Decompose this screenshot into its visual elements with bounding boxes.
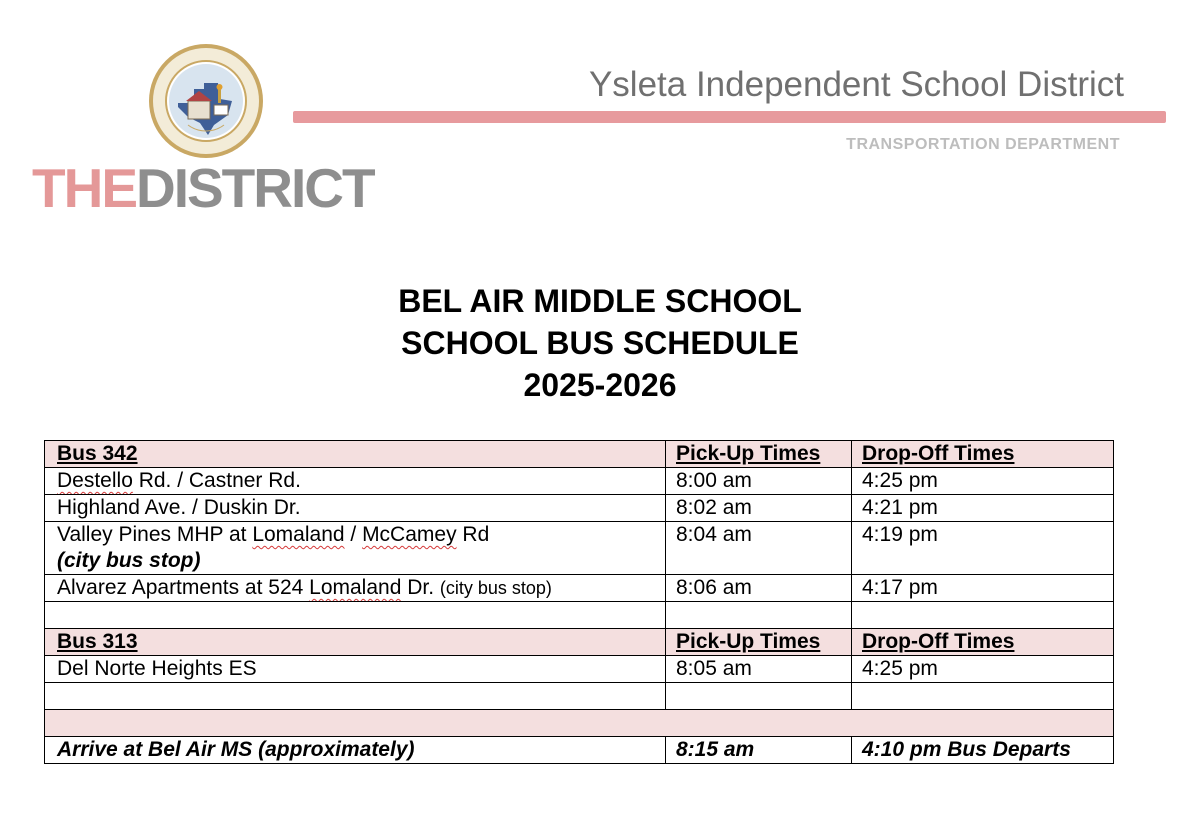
- dropoff-time: 4:25 pm: [852, 656, 1114, 683]
- pickup-header: Pick-Up Times: [666, 441, 852, 468]
- table-row: [45, 656, 1114, 683]
- stop-name: Highland Ave. / Duskin Dr.: [45, 495, 666, 522]
- dropoff-time: 4:25 pm: [852, 468, 1114, 495]
- pickup-time: 8:05 am: [666, 656, 852, 683]
- pickup-time: 8:06 am: [666, 575, 852, 602]
- dropoff-time: 4:19 pm: [852, 522, 1114, 575]
- pickup-time: 8:02 am: [666, 495, 852, 522]
- dropoff-header: Drop-Off Times: [852, 629, 1114, 656]
- table-header-row: [45, 441, 1114, 468]
- wordmark-district: DISTRICT: [136, 157, 374, 219]
- bus-label: Bus 313: [45, 629, 666, 656]
- district-name: Ysleta Independent School District: [588, 65, 1124, 104]
- dropoff-time: 4:17 pm: [852, 575, 1114, 602]
- bus-label: Bus 342: [45, 441, 666, 468]
- table-row: [45, 522, 1114, 575]
- stop-name: Destello Rd. / Castner Rd.: [45, 468, 666, 495]
- arrival-dropoff: 4:10 pm Bus Departs: [852, 737, 1114, 764]
- pickup-header: Pick-Up Times: [666, 629, 852, 656]
- arrival-row: [45, 737, 1114, 764]
- wordmark-the: THE: [32, 157, 136, 219]
- city-bus-stop-note: (city bus stop): [57, 549, 201, 572]
- arrival-label: Arrive at Bel Air MS (approximately): [45, 737, 666, 764]
- table-row: [45, 495, 1114, 522]
- title-line-year: 2025-2026: [523, 367, 677, 403]
- department-name: TRANSPORTATION DEPARTMENT: [846, 136, 1120, 153]
- title-line-schedule: SCHOOL BUS SCHEDULE: [401, 325, 799, 361]
- table-row: [45, 575, 1114, 602]
- stop-name: Valley Pines MHP at Lomaland / McCamey Rd (city bus stop): [45, 522, 666, 575]
- document-title: [0, 280, 1200, 406]
- pickup-time: 8:04 am: [666, 522, 852, 575]
- pickup-time: 8:00 am: [666, 468, 852, 495]
- title-line-school: BEL AIR MIDDLE SCHOOL: [398, 283, 802, 319]
- dropoff-time: 4:21 pm: [852, 495, 1114, 522]
- table-header-row: [45, 629, 1114, 656]
- header-divider: [293, 111, 1166, 123]
- separator-row: [45, 710, 1114, 737]
- arrival-pickup: 8:15 am: [666, 737, 852, 764]
- bus-schedule-table: [44, 440, 1114, 764]
- district-seal-logo: [148, 43, 264, 159]
- stop-name: Alvarez Apartments at 524 Lomaland Dr. (city bus stop): [45, 575, 666, 602]
- empty-row: [45, 602, 1114, 629]
- table-row: [45, 468, 1114, 495]
- empty-row: [45, 683, 1114, 710]
- stop-name: Del Norte Heights ES: [45, 656, 666, 683]
- district-wordmark: [32, 157, 374, 219]
- dropoff-header: Drop-Off Times: [852, 441, 1114, 468]
